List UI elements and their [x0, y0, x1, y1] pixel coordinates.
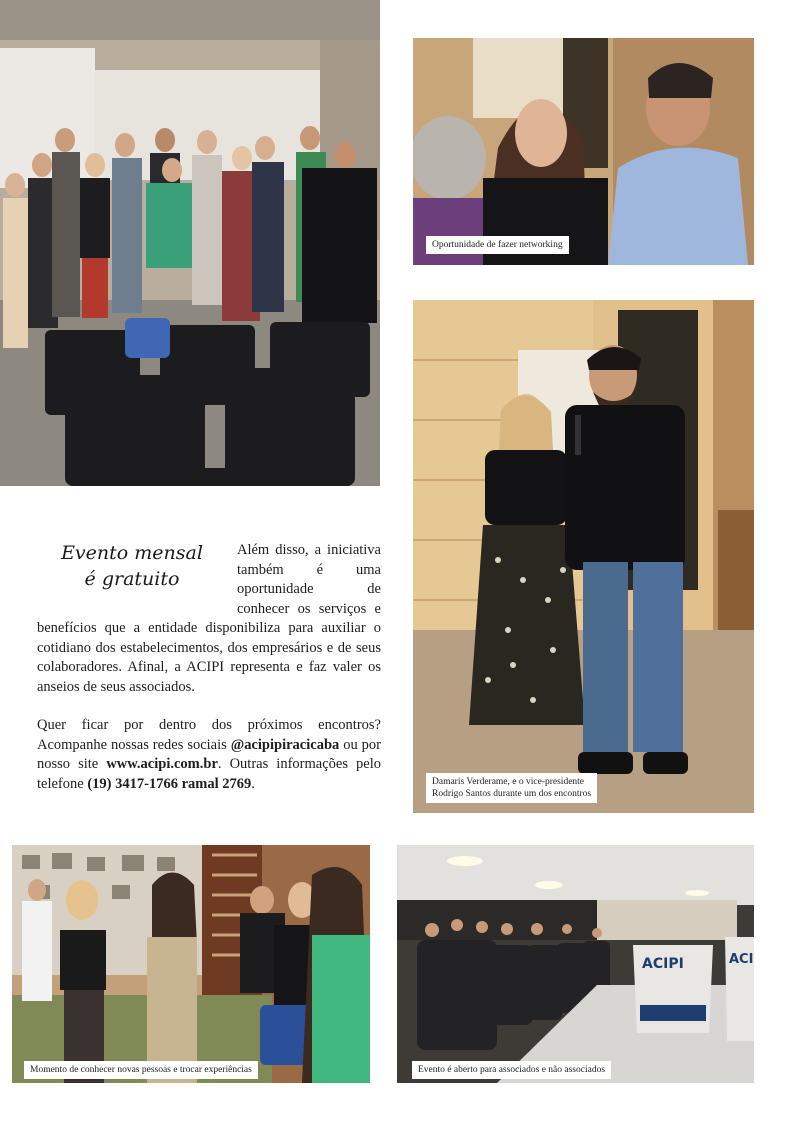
- photo-caption: Momento de conhecer novas pessoas e trocar experiências: [24, 1061, 258, 1079]
- caption-line: Rodrigo Santos durante um dos encontros: [432, 789, 592, 799]
- photo-audience: [397, 845, 754, 1083]
- article-paragraph: Além disso, a iniciativa também é uma oportunidade de conhecer os serviços e benefícios que a entidade disponibiliza para auxiliar o cotidiano dos estabelecimentos, dos empresários e de seus colaboradores. Afinal, a ACIPI representa e faz valer os anseios de seus associados.: [37, 542, 381, 695]
- social-handle: @acipipiracicaba: [230, 736, 340, 753]
- cup-label: ACIPI: [642, 956, 684, 972]
- photo-caption: Evento é aberto para associados e não associados: [412, 1061, 611, 1079]
- photo-networking: [413, 38, 754, 265]
- cup-label: ACI: [729, 952, 754, 967]
- photo-presenters: [413, 300, 754, 813]
- photo-caption: Oportunidade de fazer networking: [426, 236, 569, 254]
- caption-line: Damaris Verderame, e o vice-presidente: [432, 777, 585, 787]
- text-run: Quer ficar por dentro dos próximos encontros? Acompanhe nossas redes sociais: [37, 717, 381, 753]
- text-run: . Outras informações pelo telefone: [37, 756, 381, 792]
- heading-spacer: [37, 541, 237, 619]
- text-run: .: [251, 775, 255, 792]
- article-paragraph: [37, 716, 381, 794]
- article-body: [37, 541, 381, 794]
- text-run: ou por nosso site: [37, 736, 381, 772]
- heading-line: Evento mensal: [61, 542, 203, 564]
- photo-caption: [426, 773, 597, 803]
- website: www.acipi.com.br: [106, 756, 218, 772]
- heading-line: é gratuito: [84, 568, 180, 590]
- photo-meeting-people: [12, 845, 370, 1083]
- group-photo-auditorium: [0, 0, 380, 486]
- phone-number: (19) 3417-1766 ramal 2769: [87, 775, 252, 792]
